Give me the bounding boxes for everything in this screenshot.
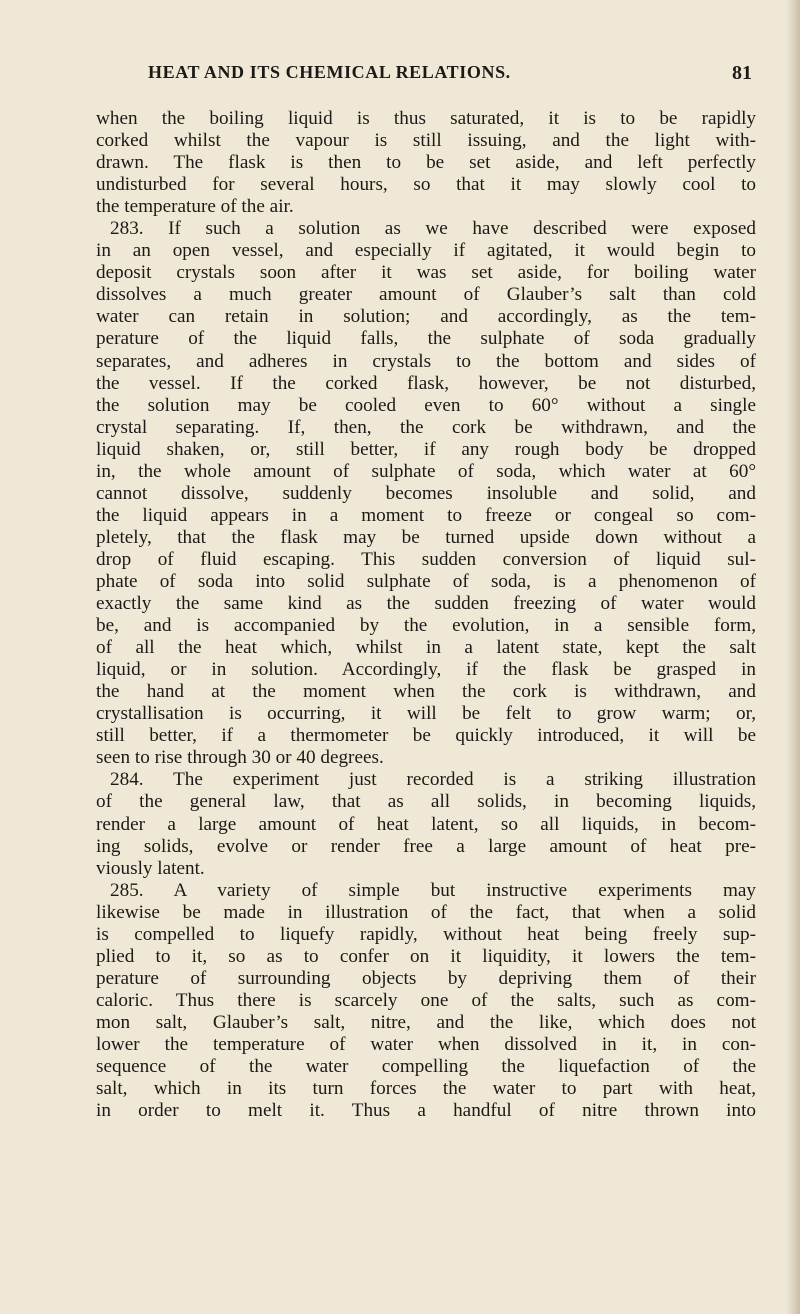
text-line: 284. The experiment just recorded is a striking illustration <box>110 769 756 791</box>
text-line: the liquid appears in a moment to freeze or congeal so com- <box>96 504 756 526</box>
page-number: 81 <box>732 62 752 84</box>
text-line: liquid, or in solution. Accordingly, if the flask be grasped in <box>96 659 756 681</box>
text-line: drawn. The flask is then to be set aside, and left perfectly <box>96 152 756 174</box>
text-line: be, and is accompanied by the evolution, in a sensible form, <box>96 615 756 637</box>
text-line: perature of surrounding objects by depriving them of their <box>96 967 756 989</box>
text-line: in, the whole amount of sulphate of soda, which water at 60° <box>96 460 756 482</box>
text-line: still better, if a thermometer be quickly introduced, it will be <box>96 725 756 747</box>
text-line: in an open vessel, and especially if agitated, it would begin to <box>96 240 756 262</box>
text-line: the vessel. If the corked flask, however, be not disturbed, <box>96 372 756 394</box>
text-line: drop of fluid escaping. This sudden conversion of liquid sul- <box>96 548 756 570</box>
text-line: corked whilst the vapour is still issuing, and the light with- <box>96 130 756 152</box>
text-line: of the general law, that as all solids, in becoming liquids, <box>96 791 756 813</box>
text-line: plied to it, so as to confer on it liquidity, it lowers the tem- <box>96 945 756 967</box>
text-line: 283. If such a solution as we have described were exposed <box>110 218 756 240</box>
text-line: exactly the same kind as the sudden freezing of water would <box>96 593 756 615</box>
text-line: ing solids, evolve or render free a large amount of heat pre- <box>96 835 756 857</box>
page-header <box>96 62 752 92</box>
text-line: of all the heat which, whilst in a latent state, kept the salt <box>96 637 756 659</box>
text-line: the solution may be cooled even to 60° without a single <box>96 394 756 416</box>
text-line: sequence of the water compelling the liquefaction of the <box>96 1056 756 1078</box>
text-line: salt, which in its turn forces the water to part with heat, <box>96 1078 756 1100</box>
text-line: when the boiling liquid is thus saturated, it is to be rapidly <box>96 108 756 129</box>
text-line: phate of soda into solid sulphate of soda, is a phenomenon of <box>96 570 756 592</box>
text-line: liquid shaken, or, still better, if any rough body be dropped <box>96 438 756 460</box>
text-line: deposit crystals soon after it was set aside, for boiling water <box>96 262 756 284</box>
text-line: crystallisation is occurring, it will be felt to grow warm; or, <box>96 703 756 725</box>
text-line: render a large amount of heat latent, so all liquids, in becom- <box>96 813 756 835</box>
text-line: crystal separating. If, then, the cork be withdrawn, and the <box>96 416 756 438</box>
page-edge <box>786 0 800 1314</box>
text-line: likewise be made in illustration of the fact, that when a solid <box>96 901 756 923</box>
text-line: seen to rise through 30 or 40 degrees. <box>96 747 384 769</box>
text-line: caloric. Thus there is scarcely one of the salts, such as com- <box>96 989 756 1011</box>
running-head: HEAT AND ITS CHEMICAL RELATIONS. <box>148 62 511 82</box>
text-line: lower the temperature of water when dissolved in it, in con- <box>96 1033 756 1055</box>
text-line: the temperature of the air. <box>96 196 294 218</box>
text-line: the hand at the moment when the cork is withdrawn, and <box>96 681 756 703</box>
text-line: separates, and adheres in crystals to the bottom and sides of <box>96 350 756 372</box>
body-text <box>96 108 756 1122</box>
text-line: mon salt, Glauber’s salt, nitre, and the like, which does not <box>96 1011 756 1033</box>
text-line: dissolves a much greater amount of Glauber’s salt than cold <box>96 284 756 306</box>
text-line: viously latent. <box>96 857 205 879</box>
text-line: pletely, that the flask may be turned upside down without a <box>96 526 756 548</box>
text-line: in order to melt it. Thus a handful of nitre thrown into <box>96 1100 756 1122</box>
text-line: perature of the liquid falls, the sulphate of soda gradually <box>96 328 756 350</box>
text-line: cannot dissolve, suddenly becomes insoluble and solid, and <box>96 482 756 504</box>
text-line: undisturbed for several hours, so that it may slowly cool to <box>96 174 756 196</box>
text-line: 285. A variety of simple but instructive experiments may <box>110 879 756 901</box>
text-line: is compelled to liquefy rapidly, without heat being freely sup- <box>96 923 756 945</box>
text-line: water can retain in solution; and accordingly, as the tem- <box>96 306 756 328</box>
